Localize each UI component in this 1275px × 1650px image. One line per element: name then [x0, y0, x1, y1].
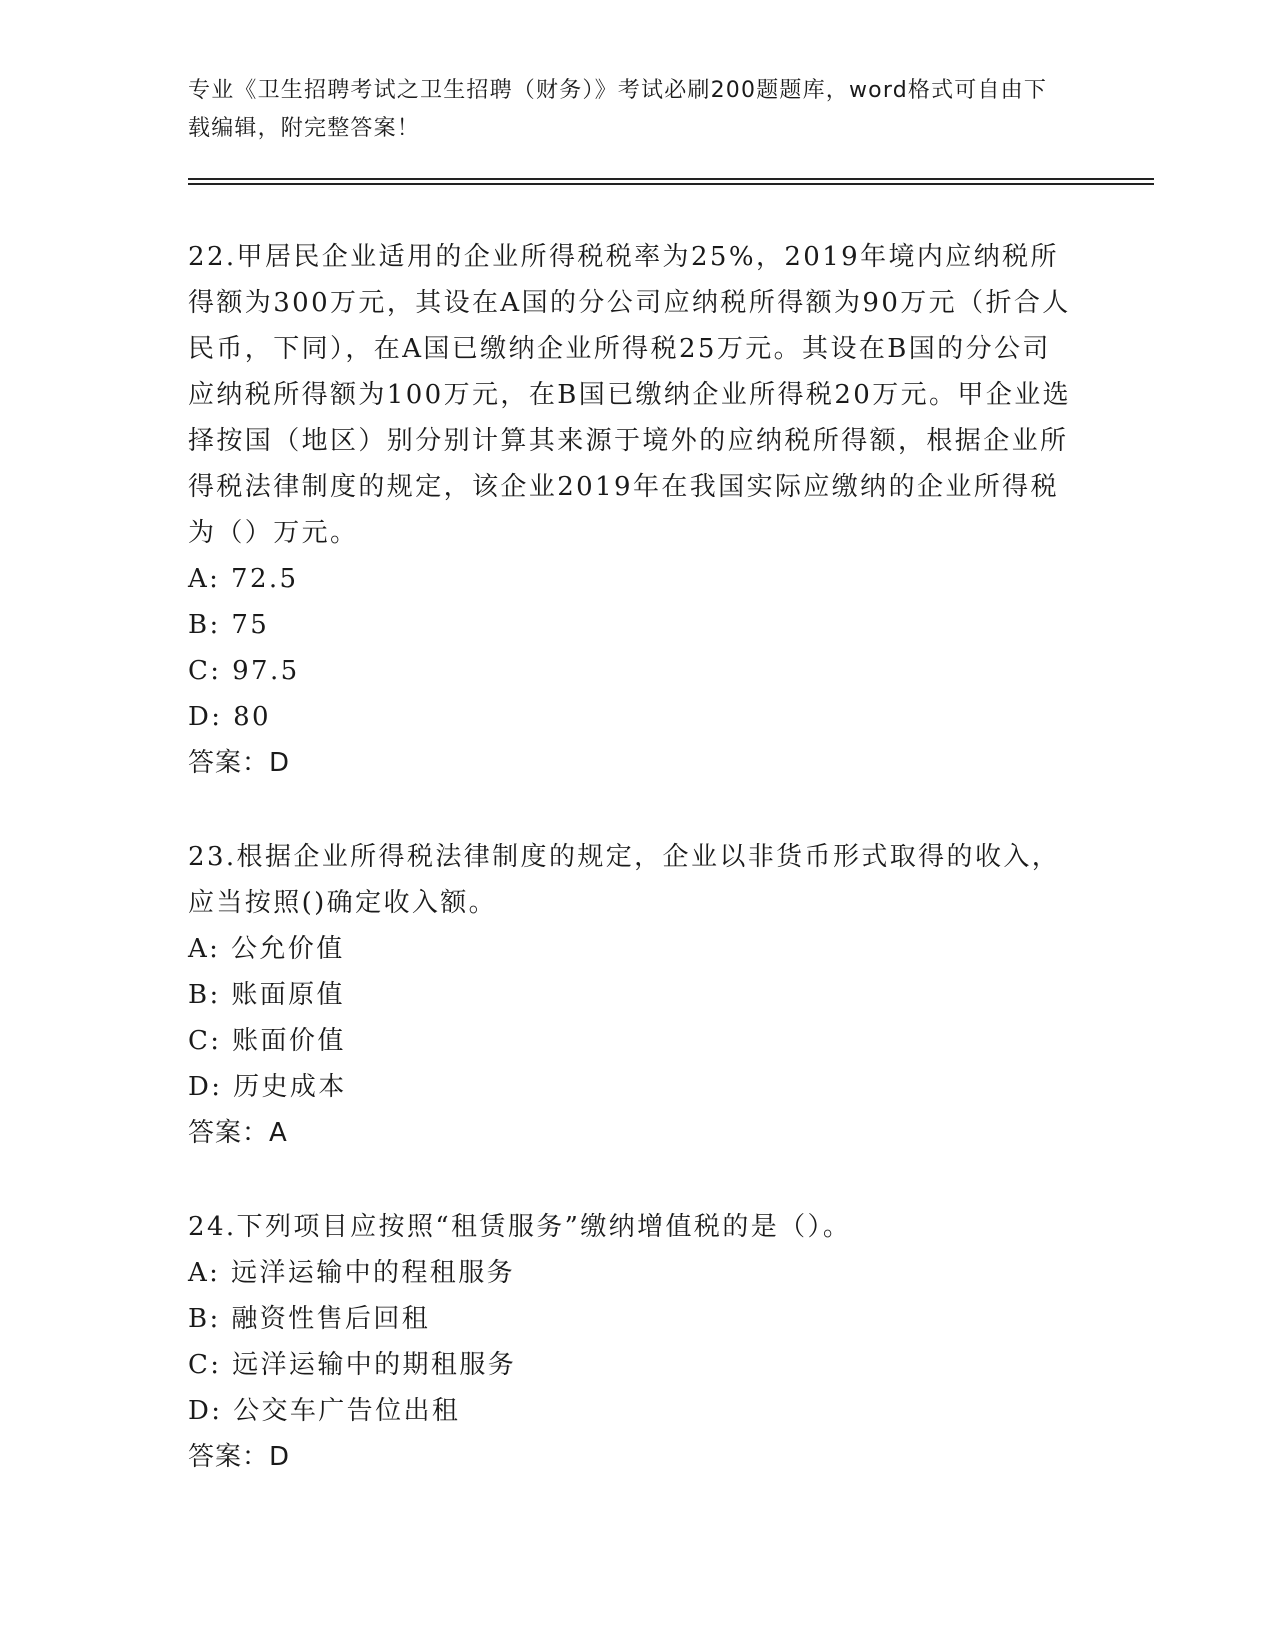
- answer-line: 答案：D: [188, 748, 291, 778]
- option-c: C: 97.5: [188, 656, 300, 686]
- option-b: B: 账面原值: [188, 980, 345, 1010]
- option-d: D: 历史成本: [188, 1072, 347, 1102]
- option-b: B: 融资性售后回租: [188, 1304, 431, 1334]
- question-23: [188, 834, 1078, 1156]
- answer-line: 答案：A: [188, 1118, 288, 1148]
- option-c: C: 账面价值: [188, 1026, 346, 1056]
- option-c: C: 远洋运输中的期租服务: [188, 1350, 517, 1380]
- option-a: A: 72.5: [188, 564, 299, 594]
- answer-line: 答案：D: [188, 1442, 291, 1472]
- question-24: [188, 1204, 1078, 1480]
- option-b: B: 75: [188, 610, 270, 640]
- option-a: A: 公允价值: [188, 934, 345, 964]
- question-list: [188, 234, 1078, 1528]
- header-rule-bottom: [188, 183, 1154, 185]
- document-header: 专业《卫生招聘考试之卫生招聘（财务）》考试必刷200题题库，word格式可自由下载编辑，附完整答案！: [188, 78, 1048, 141]
- question-22: [188, 234, 1078, 786]
- question-stem: 24.下列项目应按照“租赁服务”缴纳增值税的是（）。: [188, 1212, 852, 1242]
- option-d: D: 公交车广告位出租: [188, 1396, 461, 1426]
- option-d: D: 80: [188, 702, 271, 732]
- option-a: A: 远洋运输中的程租服务: [188, 1258, 516, 1288]
- question-stem: 23.根据企业所得税法律制度的规定，企业以非货币形式取得的收入，应当按照()确定收入额。: [188, 842, 1061, 918]
- question-stem: 22.甲居民企业适用的企业所得税税率为25%，2019年境内应纳税所得额为300万元，其设在A国的分公司应纳税所得额为90万元（折合人民币，下同），在A国已缴纳企业所得税25万元。其设在B国的分公司应纳税所得额为100万元，在B国已缴纳企业所得税20万元。甲企业选择按国（地区）别分别计算其来源于境外的应纳税所得额，根据企业所得税法律制度的规定，该企业2019年在我国实际应缴纳的企业所得税为（）万元。: [188, 242, 1072, 548]
- header-rule-top: [188, 178, 1154, 180]
